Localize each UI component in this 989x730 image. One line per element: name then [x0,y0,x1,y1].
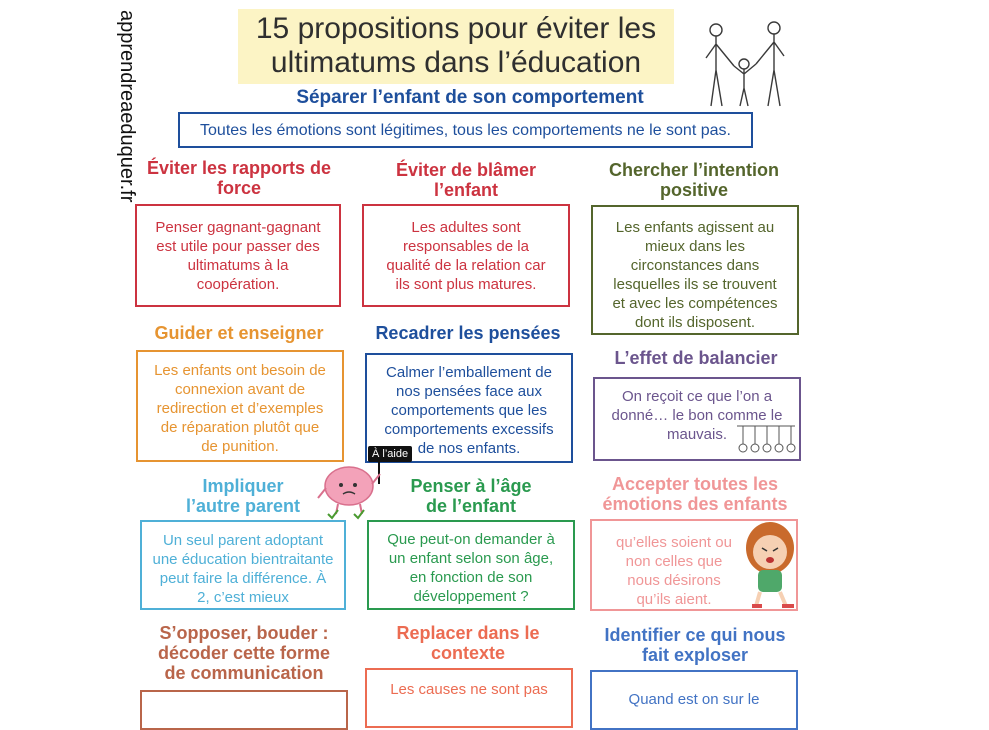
newton-cradle-icon [735,424,797,456]
site-watermark: apprendreaeduquer.fr [116,10,138,203]
section-subtitle: Séparer l’enfant de son comportement [296,87,644,108]
banner-box: Toutes les émotions sont légitimes, tous les comportements ne le sont pas. [178,112,753,148]
card-avoid-force: Penser gagnant-gagnant est utile pour passer des ultimatums à la coopération. [135,204,341,307]
heading-reframe-thoughts: Recadrer les pensées [375,323,561,343]
card-accept-emotions: qu’elles soient ou non celles que nous désirons qu’ils aient. [590,519,798,611]
heading-identify-triggers: Identifier ce qui nous fait exploser [604,625,786,665]
help-tooltip: À l’aide [368,446,412,462]
heading-involve-parent: Impliquer l’autre parent [185,476,301,516]
card-child-age: Que peut-on demander à un enfant selon son âge, en fonction de son développement ? [367,520,575,610]
heading-avoid-blame: Éviter de blâmer l’enfant [395,160,537,200]
heading-positive-intention: Chercher l’intention positive [608,160,779,200]
card-identify-triggers: Quand est on sur le [590,670,798,730]
card-involve-parent: Un seul parent adoptant une éducation bientraitante peut faire la différence. À 2, c’est mieux [140,520,346,610]
card-recontextualize: Les causes ne sont pas [365,668,573,728]
heading-accept-emotions: Accepter toutes les émotions des enfants [602,474,788,514]
card-guide-teach: Les enfants ont besoin de connexion avant de redirection et d’exemples de réparation plutôt que de punition. [136,350,344,462]
card-reframe-thoughts: Calmer l’emballement de nos pensées face aux comportements que les comportements excessifs de nos enfants. [365,353,573,463]
heading-child-age: Penser à l’âge de l’enfant [410,476,532,516]
heading-decode-sulking: S’opposer, bouder : décoder cette forme de communication [157,623,331,683]
card-positive-intention: Les enfants agissent au mieux dans les circonstances dans lesquelles ils se trouvent et avec les compétences dont ils disposent. [591,205,799,335]
crying-girl-illustration [742,518,800,610]
card-decode-sulking [140,690,348,730]
card-avoid-blame: Les adultes sont responsables de la qualité de la relation car ils sont plus matures. [362,204,570,307]
page-title: 15 propositions pour éviter les ultimatums dans l’éducation [255,12,657,79]
card-pendulum-effect: On reçoit ce que l’on a donné… le bon comme le mauvais. [593,377,801,461]
heading-pendulum-effect: L’effet de balancier [614,348,778,368]
heading-guide-teach: Guider et enseigner [154,323,324,343]
heading-recontextualize: Replacer dans le contexte [396,623,540,663]
heading-avoid-force: Éviter les rapports de force [146,158,332,198]
